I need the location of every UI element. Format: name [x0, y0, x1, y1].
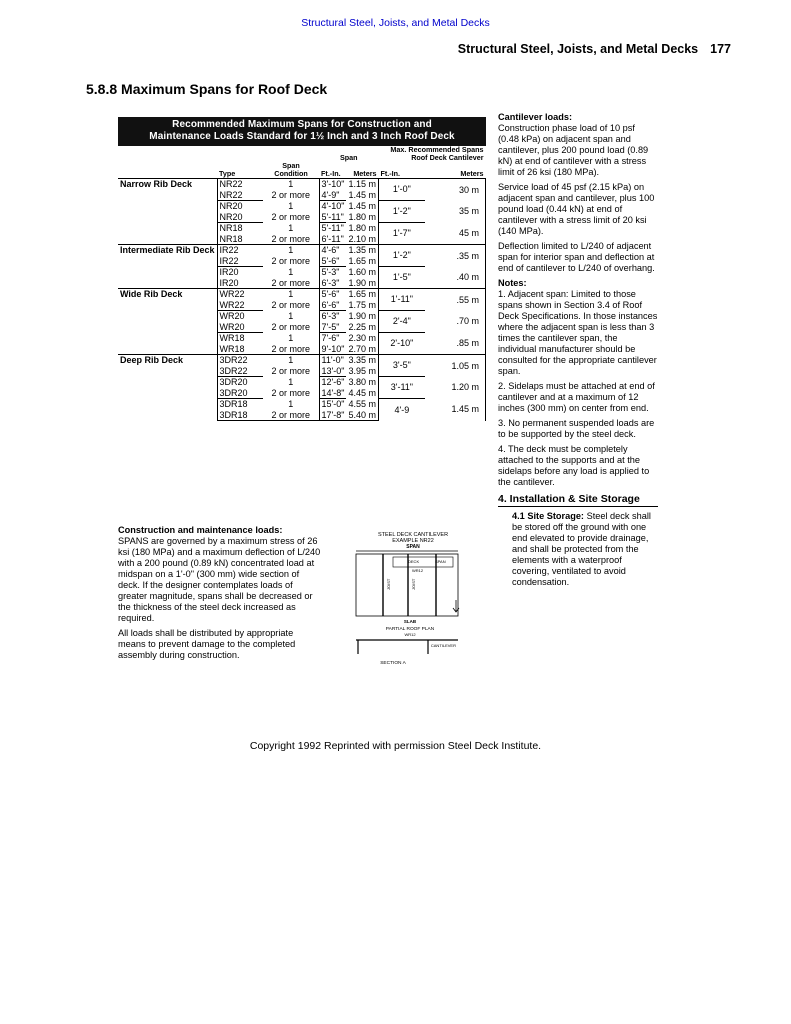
deck-group-name: Wide Rib Deck	[118, 289, 217, 355]
cantilever-ft-in: 1'-2"	[378, 201, 424, 223]
span-meters: 1.80 m	[348, 211, 376, 222]
table-body	[118, 179, 486, 421]
cantilever-heading: Cantilever loads:	[498, 112, 573, 122]
span-table	[118, 117, 486, 421]
deck-type: WR22	[217, 289, 263, 300]
cantilever-meters: .35 m	[425, 245, 486, 267]
cantilever-paragraph-1: Construction phase load of 10 psf (0.48 kPa) on adjacent span and cantilever, plus 200 pound load (0.89 kN) at end of cantilever with a stress limit of 26 ksi (180 MPa).	[498, 123, 649, 177]
deck-type: NR18	[217, 234, 263, 245]
span-ft-in: 17'-8"	[319, 410, 346, 421]
span-ft-in: 5'-11"	[319, 212, 346, 223]
deck-type: WR20	[217, 322, 263, 333]
cantilever-meters: 30 m	[425, 179, 486, 201]
right-column	[498, 112, 658, 592]
span-ft-in: 7'-6"	[319, 333, 346, 344]
note-4: 4. The deck must be completely attached to the supports and at the sidelaps before any load is applied to the cantilever.	[498, 444, 650, 487]
installation-heading: 4. Installation & Site Storage	[498, 494, 658, 507]
span-ft-in: 7'-5"	[319, 322, 346, 333]
span-ft-in: 15'-0"	[319, 399, 346, 410]
header-ft-in: Ft.-In.	[319, 162, 346, 179]
deck-type: NR22	[217, 179, 263, 190]
construction-loads-paragraph-1: SPANS are governed by a maximum stress of 26 ksi (180 MPa) and a maximum deflection of L/240 with a 200 pound (0.89 kN) concentrated load at midspan on a 1'-0" (300 mm) wide section of deck. If the designer contemplates loads of greater magnitude, spans shall be decreased or the thickness of the steel deck increased as required.	[118, 536, 321, 623]
span-meters: 1.75 m	[348, 299, 376, 310]
span-condition: 2 or more	[271, 277, 311, 288]
span-meters: 2.25 m	[348, 321, 376, 332]
table-title-line2: Maintenance Loads Standard for 1½ Inch and 3 Inch Roof Deck	[149, 131, 455, 142]
deck-type: WR18	[217, 333, 263, 344]
cantilever-meters: .55 m	[425, 289, 486, 311]
scanned-page	[118, 112, 658, 722]
span-ft-in: 5'-6"	[319, 256, 346, 267]
header-span-condition: Span Condition	[263, 162, 319, 179]
cantilever-paragraph-3: Deflection limited to L/240 of adjacent span for interior span and deflection at end of cantilever to L/240 of overhang.	[498, 241, 655, 273]
deck-type: IR22	[217, 256, 263, 267]
cantilever-meters: .70 m	[425, 311, 486, 333]
table-row	[118, 355, 486, 366]
span-meters: 1.65 m	[348, 255, 376, 266]
span-meters: 1.65 m	[346, 289, 378, 300]
cantilever-ft-in: 1'-0"	[378, 179, 424, 201]
cantilever-meters: 1.20 m	[425, 377, 486, 399]
cantilever-ft-in: 4'-9	[378, 399, 424, 421]
span-meters: 1.90 m	[348, 310, 376, 321]
deck-type: WR18	[217, 344, 263, 355]
header-type: Type	[217, 162, 263, 179]
span-ft-in: 12'-6"	[319, 377, 346, 388]
span-ft-in: 14'-8"	[319, 388, 346, 399]
span-meters: 3.35 m	[346, 355, 378, 366]
span-ft-in: 13'-0"	[319, 366, 346, 377]
deck-type: IR20	[217, 267, 263, 278]
span-ft-in: 3'-10"	[319, 179, 346, 190]
span-meters: 4.55 m	[348, 398, 376, 409]
table-title	[118, 117, 486, 146]
span-condition: 1	[288, 332, 294, 343]
page-number: 177	[710, 42, 731, 56]
cantilever-meters: .85 m	[425, 333, 486, 355]
span-meters: 2.70 m	[348, 343, 376, 354]
table-row	[118, 289, 486, 300]
deck-group-name: Deep Rib Deck	[118, 355, 217, 421]
span-meters: 3.95 m	[348, 365, 376, 376]
header-meters-cantilever: Meters	[425, 162, 486, 179]
cantilever-meters: .40 m	[425, 267, 486, 289]
span-condition: 1	[288, 376, 294, 387]
span-condition: 2 or more	[271, 255, 311, 266]
span-condition: 2 or more	[271, 211, 311, 222]
span-ft-in: 6'-3"	[319, 278, 346, 289]
table-title-line1: Recommended Maximum Spans for Construction and	[172, 119, 432, 130]
construction-loads-paragraph-2: All loads shall be distributed by appropriate means to prevent damage to the completed assembly during construction.	[118, 628, 296, 660]
span-meters: 3.80 m	[348, 376, 376, 387]
cantilever-meters: 1.05 m	[425, 355, 486, 377]
span-meters: 1.15 m	[346, 179, 378, 190]
header-max-cantilever: Max. Recommended Spans Roof Deck Cantilever	[390, 145, 484, 162]
deck-type: NR20	[217, 212, 263, 223]
span-ft-in: 4'-9"	[319, 190, 346, 201]
span-condition: 1	[288, 266, 294, 277]
running-head-title: Structural Steel, Joists, and Metal Decks	[457, 42, 699, 56]
span-meters: 2.10 m	[348, 233, 376, 244]
span-ft-in: 4'-6"	[319, 245, 346, 256]
diagram-plan-caption: PARTIAL ROOF PLAN	[385, 627, 435, 632]
deck-type: WR22	[217, 300, 263, 311]
deck-type: 3DR18	[217, 410, 263, 421]
diagram-wr12b-label: WR12	[404, 632, 416, 637]
site-storage-label: 4.1 Site Storage:	[512, 511, 584, 521]
span-ft-in: 5'-11"	[319, 223, 346, 234]
diagram-cantilever-label: CANTILEVER	[430, 643, 456, 648]
diagram-title-1: STEEL DECK CANTILEVER	[377, 532, 449, 538]
section-title: 5.8.8 Maximum Spans for Roof Deck	[86, 81, 328, 97]
construction-loads-block	[118, 525, 323, 665]
cantilever-diagram	[338, 530, 488, 670]
diagram-span-label: SPAN	[406, 544, 420, 550]
deck-type: 3DR18	[217, 399, 263, 410]
diagram-section-label: SECTION A	[380, 661, 406, 666]
cantilever-meters: 45 m	[425, 223, 486, 245]
span-condition: 2 or more	[271, 189, 311, 200]
header-ft-in-cantilever: Ft.-In.	[378, 162, 424, 179]
site-storage-text: Steel deck shall be stored off the ground with one end elevated to provide drainage, and shall be protected from the elements with a waterproof covering, ventilated to avoid condensation.	[512, 511, 651, 587]
span-condition: 2 or more	[271, 299, 311, 310]
diagram-slab-label: SLAB	[403, 619, 417, 624]
span-condition: 1	[263, 355, 319, 366]
span-condition: 1	[263, 289, 319, 300]
span-ft-in: 9'-10"	[319, 344, 346, 355]
span-condition: 2 or more	[271, 365, 311, 376]
span-meters: 1.45 m	[348, 189, 376, 200]
note-3: 3. No permanent suspended loads are to be supported by the steel deck.	[498, 418, 655, 439]
diagram-deck-label: DECK	[408, 559, 420, 564]
header-span: Span	[339, 153, 358, 162]
span-ft-in: 6'-11"	[319, 234, 346, 245]
span-condition: 2 or more	[271, 343, 311, 354]
cantilever-meters: 1.45 m	[425, 399, 486, 421]
header-meters: Meters	[346, 162, 378, 179]
cantilever-ft-in: 2'-10"	[378, 333, 424, 355]
cantilever-ft-in: 1'-2"	[378, 245, 424, 267]
joist-label-2: JOIST	[411, 578, 416, 590]
deck-group-name: Intermediate Rib Deck	[118, 245, 217, 289]
span-meters: 5.40 m	[346, 410, 378, 421]
cantilever-ft-in: 3'-5"	[378, 355, 424, 377]
deck-type: NR20	[217, 201, 263, 212]
span-condition: 2 or more	[263, 410, 319, 421]
span-meters: 1.90 m	[348, 277, 376, 288]
span-condition: 1	[288, 310, 294, 321]
notes-heading: Notes:	[498, 278, 527, 288]
deck-type: IR22	[217, 245, 263, 256]
diagram-wr12-label: WR12	[412, 568, 424, 573]
span-condition: 2 or more	[271, 387, 311, 398]
deck-type: 3DR20	[217, 388, 263, 399]
span-meters: 1.80 m	[348, 222, 376, 233]
deck-group-name: Narrow Rib Deck	[118, 179, 217, 245]
deck-type: 3DR22	[217, 366, 263, 377]
cantilever-ft-in: 1'-5"	[378, 267, 424, 289]
diagram-span-small-label: SPAN	[435, 559, 446, 564]
span-condition: 1	[263, 245, 319, 256]
span-meters: 2.30 m	[348, 332, 376, 343]
span-condition: 2 or more	[271, 233, 311, 244]
construction-loads-heading: Construction and maintenance loads:	[118, 525, 283, 535]
note-1: 1. Adjacent span: Limited to those spans shown in Section 3.4 of Roof Deck Specifications. In those instances where the adjacent span is less than 3 times the cantilever span, the individual manufacturer should be consulted for the appropriate cantilever span.	[498, 289, 658, 376]
span-condition: 1	[263, 179, 319, 190]
span-ft-in: 5'-6"	[319, 289, 346, 300]
cantilever-ft-in: 2'-4"	[378, 311, 424, 333]
span-meters: 1.35 m	[346, 245, 378, 256]
span-meters: 1.60 m	[348, 266, 376, 277]
span-ft-in: 11'-0"	[319, 355, 346, 366]
table-row	[118, 179, 486, 190]
span-condition: 2 or more	[271, 321, 311, 332]
span-condition: 1	[288, 222, 294, 233]
deck-type: NR22	[217, 190, 263, 201]
table-row	[118, 245, 486, 256]
span-ft-in: 6'-3"	[319, 311, 346, 322]
span-meters: 1.45 m	[348, 200, 376, 211]
cantilever-diagram-svg	[338, 530, 488, 670]
span-condition: 1	[288, 200, 294, 211]
span-condition: 1	[288, 398, 294, 409]
diagram-title-2: EXAMPLE NR22	[392, 538, 434, 544]
cantilever-ft-in: 1'-11"	[378, 289, 424, 311]
joist-label-1: JOIST	[386, 578, 391, 590]
deck-type: 3DR20	[217, 377, 263, 388]
deck-type: WR20	[217, 311, 263, 322]
span-meters: 4.45 m	[348, 387, 376, 398]
cantilever-meters: 35 m	[425, 201, 486, 223]
span-ft-in: 4'-10"	[319, 201, 346, 212]
cantilever-ft-in: 3'-11"	[378, 377, 424, 399]
span-ft-in: 5'-3"	[319, 267, 346, 278]
note-2: 2. Sidelaps must be attached at end of cantilever and at a maximum of 12 inches (300 mm) on center from end.	[498, 381, 655, 413]
deck-type: 3DR22	[217, 355, 263, 366]
top-link[interactable]: Structural Steel, Joists, and Metal Decks	[301, 17, 490, 29]
cantilever-ft-in: 1'-7"	[378, 223, 424, 245]
span-data-table	[118, 146, 486, 421]
span-ft-in: 6'-6"	[319, 300, 346, 311]
deck-type: NR18	[217, 223, 263, 234]
copyright-notice: Copyright 1992 Reprinted with permission Steel Deck Institute.	[249, 740, 542, 752]
cantilever-paragraph-2: Service load of 45 psf (2.15 kPa) on adjacent span and cantilever, plus 100 pound load (0.44 kN) at end of cantilever with a stress limit of 20 ksi (140 MPa).	[498, 182, 655, 236]
deck-type: IR20	[217, 278, 263, 289]
running-head	[458, 42, 731, 56]
